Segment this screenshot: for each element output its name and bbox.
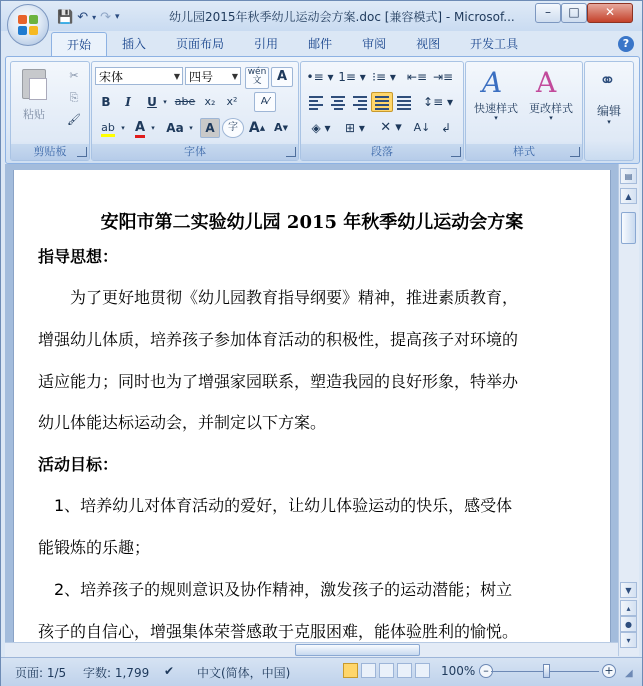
font-group-label-text: 字体 (184, 145, 206, 158)
web-layout-view-icon[interactable] (379, 663, 394, 678)
bullets-icon[interactable]: •≡ ▾ (306, 70, 334, 84)
format-painter-icon[interactable]: 🖌 (67, 113, 81, 126)
next-page-icon[interactable]: ▾ (620, 632, 637, 648)
tab-view[interactable]: 视图 (416, 37, 441, 51)
font-launcher-icon[interactable] (286, 147, 296, 157)
phonetic-guide-button[interactable] (245, 67, 269, 89)
grow-font-label: A (248, 120, 260, 136)
increase-indent-icon[interactable]: ⇥≡ (432, 70, 454, 84)
paragraph-group-label-text: 段落 (371, 145, 393, 158)
change-case-button[interactable]: Aa (166, 121, 184, 135)
document-page[interactable] (13, 170, 611, 656)
underline-button[interactable]: U (147, 95, 157, 109)
vertical-scrollbar[interactable] (618, 164, 639, 656)
styles-group (465, 61, 583, 161)
decrease-indent-icon[interactable]: ⇤≡ (406, 70, 428, 84)
chevron-down-icon: ▾ (494, 114, 498, 122)
italic-button[interactable]: I (125, 95, 131, 109)
quick-styles-icon: A (482, 66, 503, 99)
zoom-in-button[interactable]: + (602, 664, 616, 678)
font-name-value: 宋体 (99, 70, 124, 84)
clear-formatting-button[interactable]: A⁄ (254, 92, 276, 112)
font-group (91, 61, 299, 161)
quick-styles-label: 快速样式 (474, 102, 518, 115)
borders-icon[interactable]: ⊞ ▾ (345, 121, 365, 135)
superscript-button[interactable]: x² (226, 95, 238, 108)
numbering-icon[interactable]: 1≡ ▾ (338, 70, 366, 84)
print-layout-view-icon[interactable] (343, 663, 358, 678)
align-center-icon[interactable] (327, 92, 349, 112)
sort-icon[interactable]: A↓ (413, 121, 431, 134)
paste-icon-paper (29, 78, 47, 100)
font-color-button[interactable] (130, 118, 150, 138)
chevron-down-icon: ▼ (173, 72, 180, 81)
scroll-up-icon[interactable]: ▲ (620, 188, 637, 204)
quick-styles-button[interactable] (470, 64, 522, 130)
title-bar (1, 1, 642, 31)
zoom-level[interactable]: 100% (441, 664, 476, 678)
binoculars-icon: ⚭ (599, 68, 616, 92)
grow-font-caret: ▲ (259, 124, 266, 132)
goal-line: 1、培养幼儿对体育活动的爱好，让幼儿体验运动的快乐，感受体 (38, 496, 513, 515)
resize-grip-icon[interactable]: ◢ (625, 668, 633, 679)
underline-dropdown-icon[interactable]: ▾ (163, 98, 167, 106)
zoom-out-button[interactable]: – (479, 664, 493, 678)
change-styles-button[interactable] (524, 64, 578, 130)
multilevel-list-icon[interactable]: ⁝≡ ▾ (372, 70, 396, 84)
outline-view-icon[interactable] (397, 663, 412, 678)
show-marks-icon[interactable]: ↲ (440, 121, 452, 135)
previous-page-icon[interactable]: ▴ (620, 600, 637, 616)
chevron-down-icon: ▾ (607, 118, 611, 126)
horizontal-scrollbar[interactable] (5, 642, 618, 657)
ruler-toggle-icon[interactable]: ▤ (620, 168, 637, 184)
heading-guiding-ideology: 指导思想： (38, 247, 119, 266)
page-count[interactable]: 页面: 1/5 (15, 666, 67, 680)
paragraph-line: 为了更好地贯彻《幼儿园教育指导纲要》精神，推进素质教育， (38, 288, 519, 307)
tab-review[interactable]: 审阅 (362, 37, 387, 51)
justify-icon[interactable] (371, 92, 393, 112)
clipboard-group (10, 61, 90, 161)
select-browse-object-icon[interactable]: ● (620, 616, 637, 632)
window-title: 幼儿园2015年秋季幼儿运动会方案.doc [兼容模式] - Microsof... (169, 10, 515, 24)
character-shading-button[interactable]: A (200, 118, 220, 138)
minimize-button[interactable]: – (535, 3, 561, 23)
clipboard-group-label-text: 剪贴板 (33, 145, 67, 158)
redo-icon[interactable]: ↷ (100, 9, 112, 25)
font-size-value: 四号 (189, 70, 214, 84)
font-color-label: A (135, 120, 145, 138)
paragraph-group-label (301, 144, 463, 160)
document-area[interactable] (5, 164, 618, 656)
editing-button[interactable] (587, 64, 631, 134)
tab-mailings[interactable]: 邮件 (308, 37, 333, 51)
proofing-icon[interactable]: ✔ (164, 664, 175, 678)
language-indicator[interactable]: 中文(简体，中国) (197, 666, 291, 680)
paragraph-line: 增强幼儿体质，培养孩子参加体育活动的积极性，提高孩子对环境的 (38, 330, 519, 349)
highlight-dropdown-icon[interactable]: ▾ (121, 124, 125, 132)
align-right-icon[interactable] (349, 92, 371, 112)
phonetic-guide-label: wén 文 (247, 67, 267, 86)
tab-page-layout[interactable]: 页面布局 (176, 37, 225, 51)
chevron-down-icon: ▾ (549, 114, 553, 122)
cut-icon[interactable]: ✂ (69, 69, 79, 82)
goal-line: 2、培养孩子的规则意识及协作精神，激发孩子的运动潜能；树立 (38, 580, 513, 599)
heading-activity-goals: 活动目标： (38, 455, 119, 474)
highlight-label: ab (101, 121, 115, 137)
paste-label: 粘贴 (23, 108, 45, 121)
paste-button[interactable] (15, 66, 53, 128)
clipboard-launcher-icon[interactable] (77, 147, 87, 157)
paragraph-group (300, 61, 464, 161)
shading-icon[interactable]: ◈ ▾ (311, 121, 331, 135)
vertical-scroll-thumb[interactable] (621, 212, 636, 244)
font-color-dropdown-icon[interactable]: ▾ (151, 124, 155, 132)
undo-dropdown-icon[interactable]: ▾ (92, 12, 97, 22)
office-logo-icon (18, 15, 38, 35)
customize-qat-button[interactable]: ▾ (115, 12, 120, 22)
change-styles-icon: A (536, 66, 557, 99)
undo-icon[interactable]: ↶ (77, 9, 89, 25)
ribbon-tabs (51, 32, 533, 56)
zoom-slider-thumb[interactable] (543, 664, 550, 678)
tab-developer[interactable]: 开发工具 (470, 37, 519, 51)
styles-launcher-icon[interactable] (570, 147, 580, 157)
change-case-dropdown-icon[interactable]: ▾ (189, 124, 193, 132)
highlight-button[interactable] (96, 118, 120, 138)
grow-font-button[interactable] (246, 118, 268, 138)
tab-home[interactable]: 开始 (51, 32, 107, 57)
font-group-label (92, 144, 298, 160)
tab-references[interactable]: 引用 (254, 37, 279, 51)
draft-view-icon[interactable] (415, 663, 430, 678)
help-icon[interactable]: ? (618, 36, 634, 52)
quick-access-toolbar (57, 7, 120, 27)
goal-line: 孩子的自信心，增强集体荣誉感敢于克服困难，能体验胜利的愉悦。 (38, 622, 519, 641)
distributed-icon[interactable] (393, 92, 415, 112)
scroll-down-icon[interactable]: ▼ (620, 582, 637, 598)
styles-group-label (466, 144, 582, 160)
paragraph-launcher-icon[interactable] (451, 147, 461, 157)
horizontal-scroll-thumb[interactable] (295, 644, 420, 656)
subscript-button[interactable]: x₂ (204, 95, 216, 108)
full-screen-reading-view-icon[interactable] (361, 663, 376, 678)
line-spacing-icon[interactable]: ↕≡ ▾ (423, 95, 453, 109)
paragraph-line: 适应能力；同时也为了增强家园联系，塑造我园的良好形象，特举办 (38, 372, 519, 391)
enclose-characters-button[interactable]: 字 (222, 118, 244, 138)
bold-button[interactable]: B (101, 95, 111, 109)
strikethrough-button[interactable]: abe (174, 95, 196, 108)
office-button[interactable] (7, 4, 49, 46)
save-icon[interactable]: 💾 (57, 9, 74, 25)
align-left-icon[interactable] (305, 92, 327, 112)
goal-line: 能锻炼的乐趣； (38, 538, 151, 557)
shrink-font-label: A (274, 121, 283, 134)
shrink-font-button[interactable] (270, 118, 292, 138)
character-border-button[interactable]: A (271, 67, 293, 87)
editing-group (584, 61, 634, 161)
ribbon (5, 56, 640, 164)
styles-group-label-text: 样式 (513, 145, 535, 158)
maximize-button[interactable]: □ (561, 3, 587, 23)
change-styles-label: 更改样式 (529, 102, 573, 115)
editing-label: 编辑 (596, 104, 621, 118)
copy-icon[interactable]: ⎘ (69, 91, 79, 104)
tab-insert[interactable]: 插入 (122, 37, 147, 51)
document-title: 安阳市第二实验幼儿园 2015 年秋季幼儿运动会方案 (100, 212, 524, 233)
word-count[interactable]: 字数: 1,799 (83, 666, 150, 680)
shrink-font-caret: ▼ (282, 124, 288, 132)
chevron-down-icon: ▼ (231, 72, 238, 81)
chinese-layout-icon[interactable]: ✕ ▾ (380, 120, 402, 135)
font-name-select[interactable] (95, 67, 183, 85)
status-bar (1, 657, 642, 686)
font-size-select[interactable] (185, 67, 241, 85)
close-button[interactable]: ✕ (587, 3, 633, 23)
paragraph-line: 幼儿体能达标运动会，并制定以下方案。 (38, 413, 327, 432)
